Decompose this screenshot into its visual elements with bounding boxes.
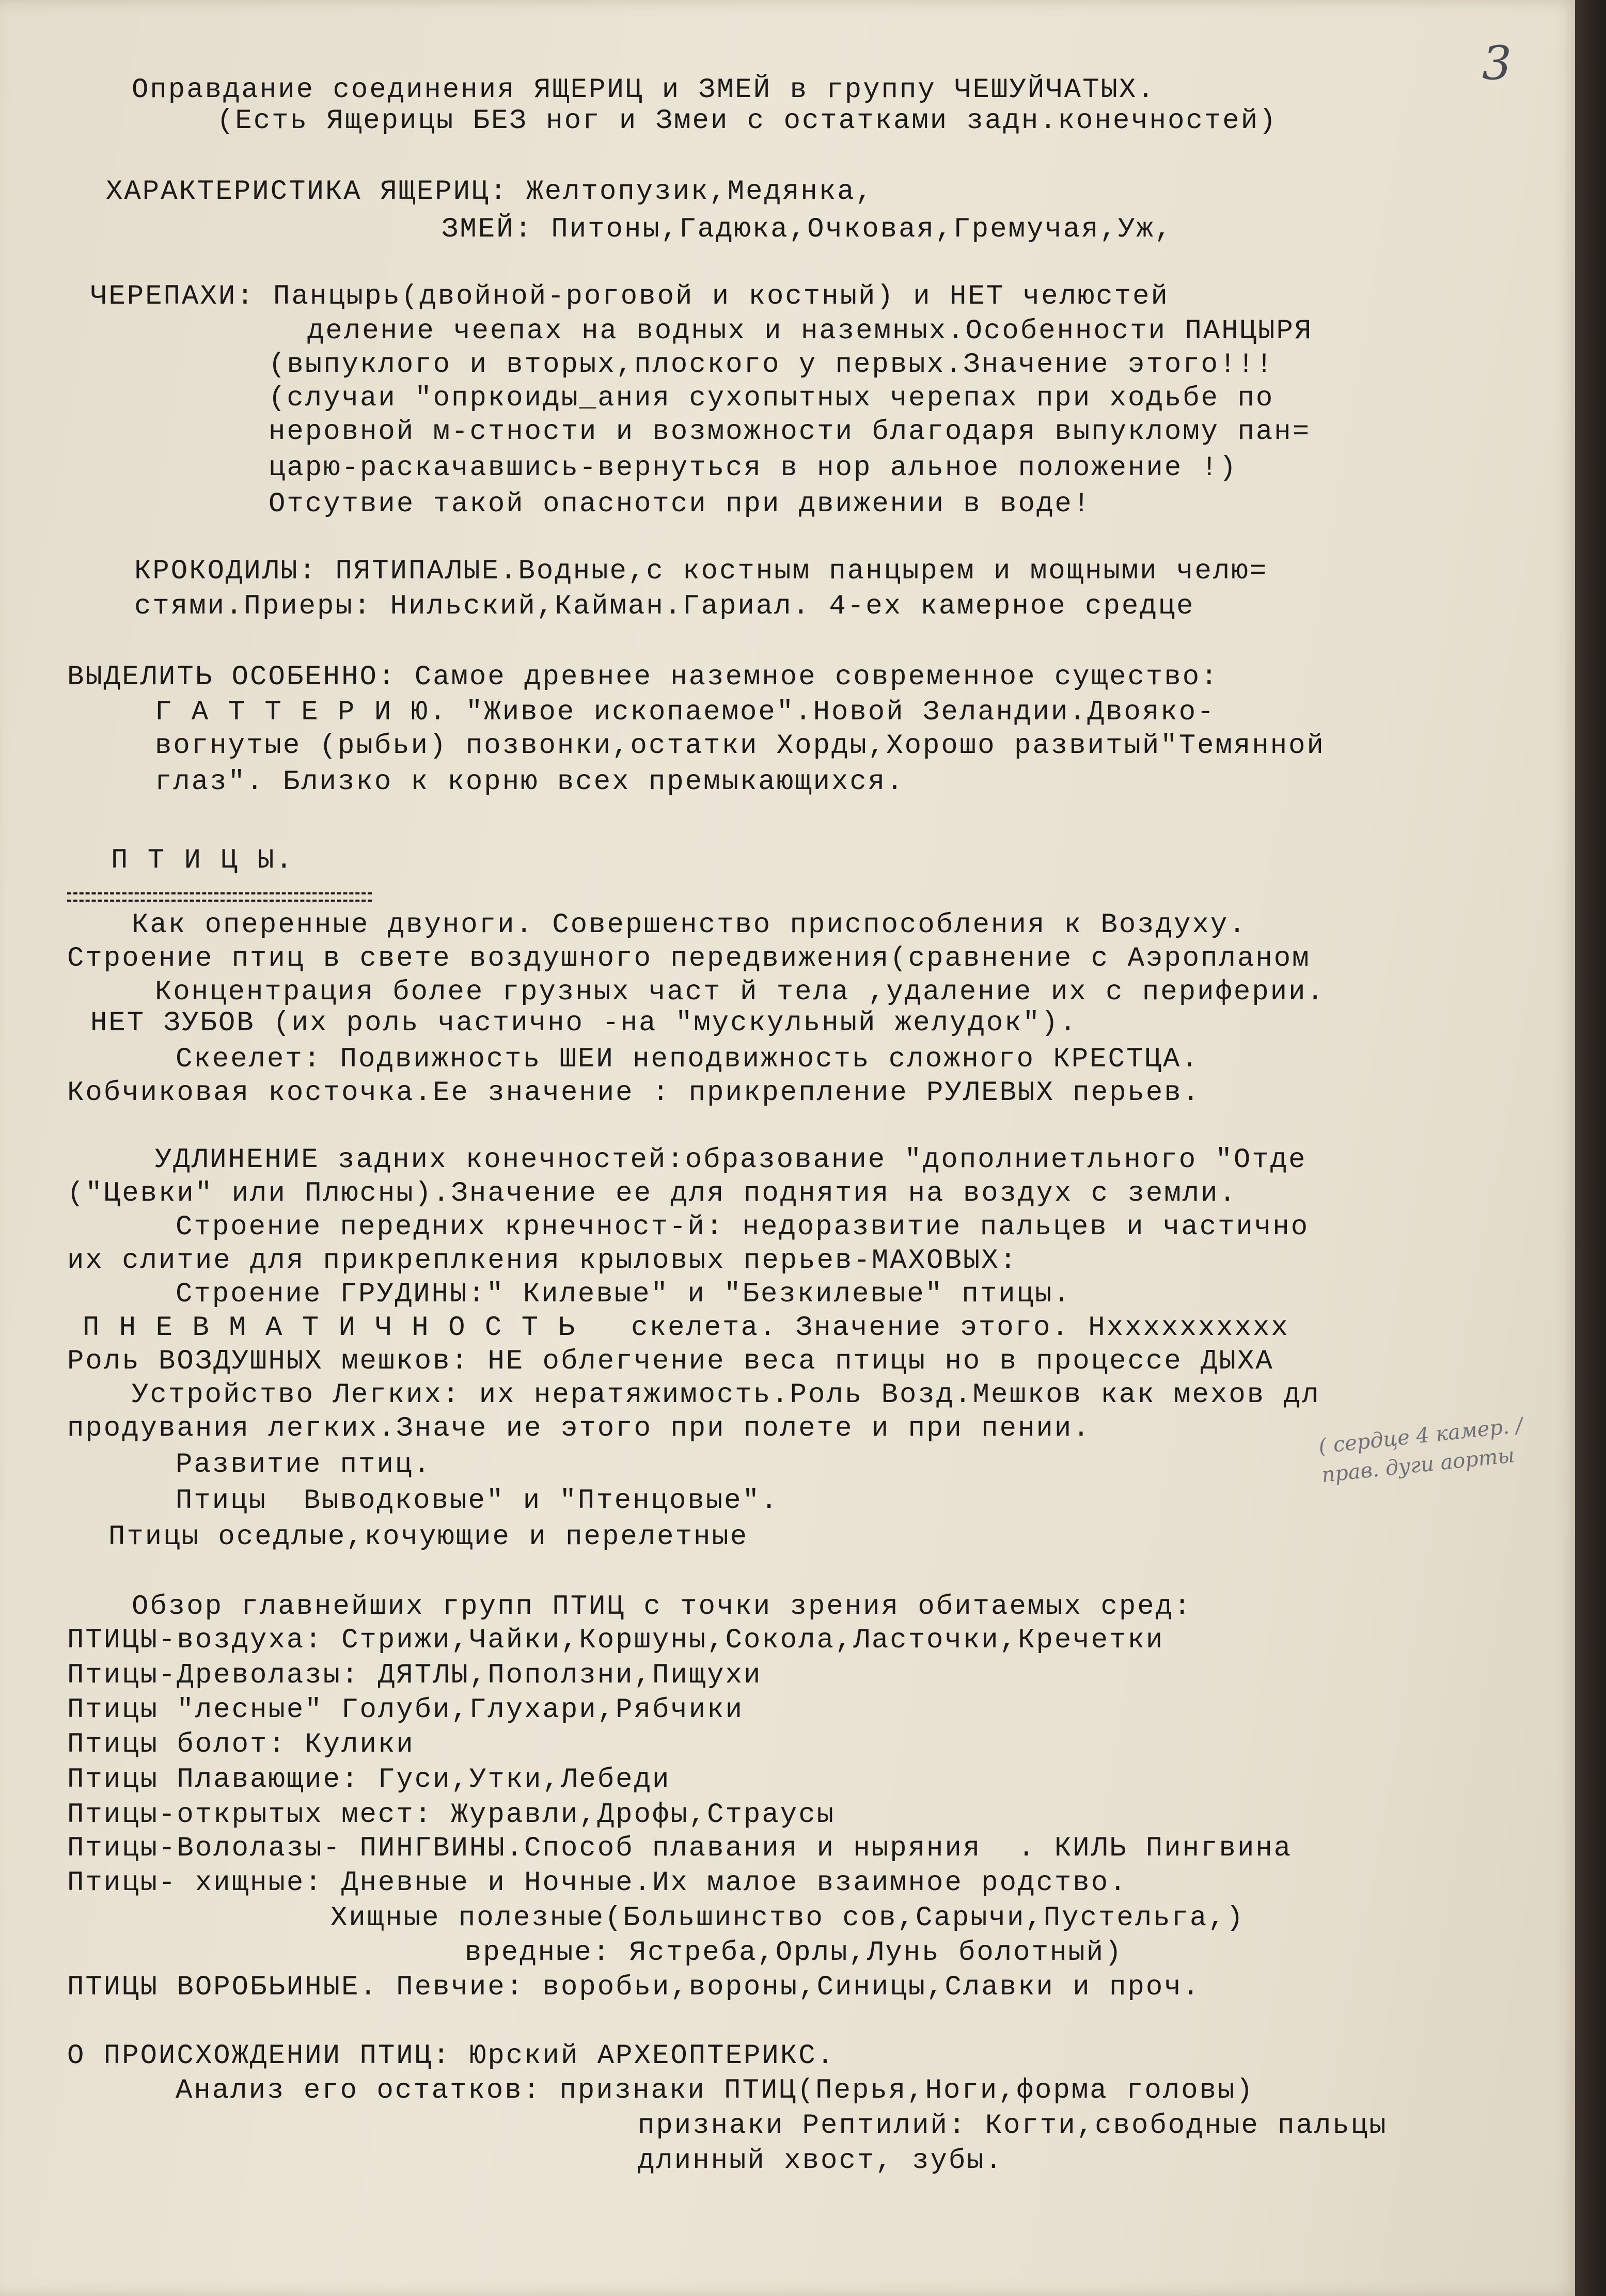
text-line: Устройство Легких: их нератяжимость.Роль Возд.Мешков как мехов дл	[132, 1379, 1320, 1411]
text-line: признаки Рептилий: Когти,свободные пальцы	[638, 2110, 1388, 2142]
text-line: глаз". Близко к корню всех премыкающихся.	[155, 766, 905, 798]
text-line: Г А Т Т Е Р И Ю. "Живое ископаемое".Новой Зеландии.Двояко-	[155, 697, 1216, 728]
text-line: Птицы Выводковые" и "Птенцовые".	[176, 1485, 779, 1517]
text-line: вредные: Ястреба,Орлы,Лунь болотный)	[465, 1937, 1123, 1969]
text-line: Строение птиц в свете воздушного передвижения(сравнение с Аэропланом	[67, 943, 1311, 974]
text-line: вогнутые (рыбьи) позвонки,остатки Хорды,Хорошо развитый"Темянной	[155, 730, 1325, 762]
text-line: Птицы-Вололазы- ПИНГВИНЫ.Способ плавания и ныряния . КИЛЬ Пингвина	[67, 1833, 1293, 1864]
text-line: Отсутвие такой опаснотси при движении в воде!	[269, 489, 1092, 520]
text-line: НЕТ ЗУБОВ (их роль частично -на "мускульный желудок").	[90, 1008, 1078, 1039]
text-line: Птицы Плавающие: Гуси,Утки,Лебеди	[67, 1764, 671, 1796]
text-line: ПТИЦЫ-воздуха: Стрижи,Чайки,Коршуны,Сокола,Ласточки,Кречетки	[67, 1625, 1164, 1656]
text-line: ЧЕРЕПАХИ: Панцырь(двойной-роговой и костный) и НЕТ челюстей	[90, 281, 1169, 312]
text-line: ВЫДЕЛИТЬ ОСОБЕННО: Самое древнее наземное современное существо:	[67, 662, 1219, 693]
double-underline	[67, 892, 372, 902]
text-line: Строение ГРУДИНЫ:" Килевые" и "Безкилевые" птицы.	[176, 1279, 1072, 1310]
page-edge-shadow	[1575, 0, 1606, 2296]
text-line: (Есть Ящерицы БЕЗ ног и Змеи с остатками задн.конечностей)	[217, 105, 1278, 137]
text-line: царю-раскачавшись-вернуться в нор альное положение !)	[269, 452, 1238, 484]
text-line: длинный хвост, зубы.	[638, 2145, 1004, 2177]
text-line: Концентрация более грузных част й тела ,удаление их с периферии.	[155, 977, 1325, 1008]
text-line: Птицы болот: Кулики	[67, 1729, 415, 1760]
text-line: стями.Приеры: Нильский,Кайман.Гариал. 4-ех камерное средце	[134, 591, 1195, 622]
text-line: Скеелет: Подвижность ШЕИ неподвижность сложного КРЕСТЦА.	[176, 1044, 1200, 1075]
text-line: продувания легких.Значе ие этого при полете и при пении.	[67, 1413, 1091, 1444]
pencil-margin-note: ( сердце 4 камер. / прав. дуги аорты	[1317, 1413, 1524, 1487]
text-line: Анализ его остатков: признаки ПТИЦ(Перья,Ноги,форма головы)	[176, 2075, 1254, 2106]
text-line: О ПРОИСХОЖДЕНИИ ПТИЦ: Юрский АРХЕОПТЕРИКС.	[67, 2040, 836, 2072]
text-line: неровной м-стности и возможности благодаря выпуклому пан=	[269, 416, 1311, 448]
text-line: их слитие для прикреплкения крыловых перьев-МАХОВЫХ:	[67, 1245, 1018, 1277]
text-line: ("Цевки" или Плюсны).Значение ее для поднятия на воздух с земли.	[67, 1178, 1237, 1209]
text-line: Развитие птиц.	[176, 1449, 432, 1481]
text-line: (выпуклого и вторых,плоского у первых.Значение этого!!!	[269, 349, 1274, 381]
text-line: ЗМЕЙ: Питоны,Гадюка,Очковая,Гремучая,Уж,	[442, 214, 1173, 245]
text-line: КРОКОДИЛЫ: ПЯТИПАЛЫЕ.Водные,с костным панцырем и мощными челю=	[134, 556, 1268, 587]
handwritten-page-number: 3	[1482, 36, 1512, 90]
text-line: Птицы оседлые,кочующие и перелетные	[108, 1521, 749, 1553]
text-line: ХАРАКТЕРИСТИКА ЯЩЕРИЦ: Желтопузик,Медянка,	[106, 176, 874, 208]
text-line: Хищные полезные(Большинство сов,Сарычи,Пустельга,)	[330, 1902, 1245, 1934]
text-line: ПТИЦЫ ВОРОБЬИНЫЕ. Певчие: воробьи,вороны,Синицы,Славки и проч.	[67, 1972, 1201, 2003]
text-line: Птицы- хищные: Дневные и Ночные.Их малое взаимное родство.	[67, 1867, 1128, 1899]
text-line: Обзор главнейших групп ПТИЦ с точки зрения обитаемых сред:	[132, 1591, 1192, 1623]
text-line: Строение передних крнечност-й: недоразвитие пальцев и частично	[176, 1212, 1310, 1243]
text-line: Роль ВОЗДУШНЫХ мешков: НЕ облегчение веса птицы но в процессе ДЫХА	[67, 1346, 1274, 1377]
text-line: (случаи "опркоиды_ания сухопытных черепах при ходьбе по	[269, 383, 1274, 414]
text-line: П Т И Ц Ы.	[111, 845, 294, 876]
text-line: УДЛИНЕНИЕ задних конечностей:образование "дополниетльного "Отде	[155, 1144, 1307, 1176]
text-line: деление чеепах на водных и наземных.Особенности ПАНЦЫРЯ	[307, 316, 1313, 347]
text-line: Как оперенные двуноги. Совершенство приспособления к Воздуху.	[132, 909, 1247, 941]
text-line: П Н Е В М А Т И Ч Н О С Т Ь скелета. Значение этого. Нхххххххххх	[83, 1312, 1289, 1344]
text-line: Оправдание соединения ЯЩЕРИЦ и ЗМЕЙ в группу ЧЕШУЙЧАТЫХ.	[132, 74, 1156, 106]
text-line: Птицы "лесные" Голуби,Глухари,Рябчики	[67, 1694, 744, 1726]
text-line: Птицы-открытых мест: Журавли,Дрофы,Страусы	[67, 1799, 836, 1831]
text-line: Птицы-Древолазы: ДЯТЛЫ,Поползни,Пищухи	[67, 1660, 762, 1691]
text-line: Кобчиковая косточка.Ее значение : прикрепление РУЛЕВЫХ перьев.	[67, 1077, 1201, 1109]
